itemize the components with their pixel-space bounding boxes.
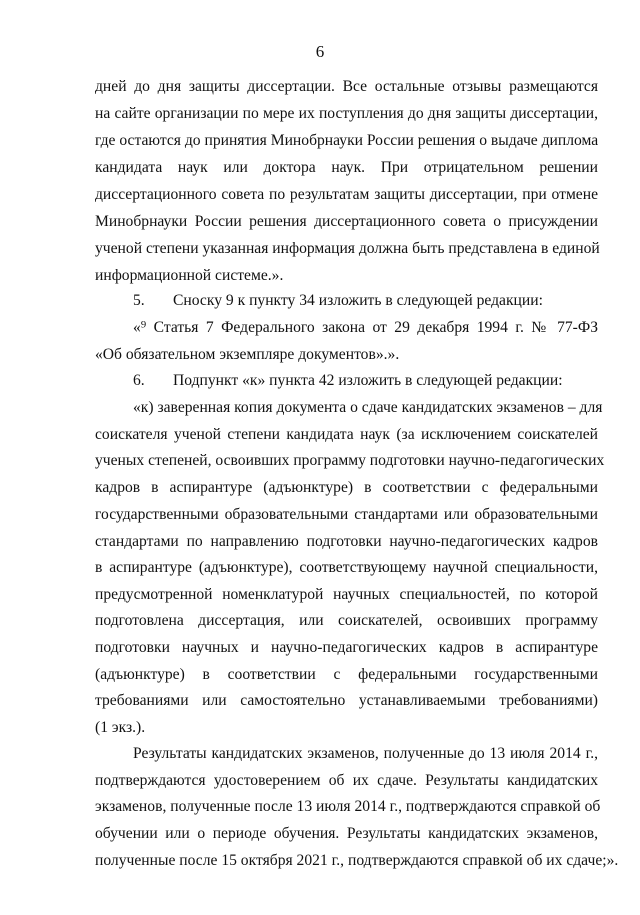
text-line: кандидата наук или доктора наук. При отрицательном решении — [95, 159, 598, 176]
text-line: (адъюнктуре) в соответствии с федеральными государственными — [95, 666, 598, 683]
list-item-number: 6. — [133, 372, 145, 389]
text-line: дней до дня защиты диссертации. Все остальные отзывы размещаются — [95, 78, 598, 95]
text-line: ученых степеней, освоивших программу подготовки научно-педагогических — [95, 452, 605, 469]
text-line: где остаются до принятия Минобрнауки России решения о выдаче диплома — [95, 132, 599, 149]
text-line: Минобрнауки России решения диссертационного совета о присуждении — [95, 213, 598, 230]
text-line: кадров в аспирантуре (адъюнктуре) в соответствии с федеральными — [95, 479, 598, 496]
page-number: 6 — [315, 42, 325, 61]
list-item-text: Подпункт «к» пункта 42 изложить в следующей редакции: — [173, 372, 563, 389]
text-line: подготовки научных и научно-педагогических кадров в аспирантуре — [95, 639, 598, 656]
text-line: в аспирантуре (адъюнктуре), соответствующему научной специальности, — [95, 559, 598, 576]
text-line: «⁹ Статья 7 Федерального закона от 29 декабря 1994 г. № 77-ФЗ — [133, 319, 598, 336]
text-line: соискателя ученой степени кандидата наук (за исключением соискателей — [95, 426, 598, 443]
text-line: государственными образовательными стандартами или образовательными — [95, 506, 598, 523]
text-line: обучении или о периоде обучения. Результаты кандидатских экзаменов, — [95, 825, 598, 842]
text-line: предусмотренной номенклатурой научных специальностей, по которой — [95, 586, 598, 603]
text-line: информационной системе.». — [95, 267, 284, 284]
text-line: «к) заверенная копия документа о сдаче кандидатских экзаменов – для — [133, 399, 603, 416]
text-line: (1 экз.). — [95, 719, 146, 736]
text-line: подготовлена диссертация, или соискателей, освоивших программу — [95, 612, 598, 629]
text-line: «Об обязательном экземпляре документов».». — [95, 346, 400, 363]
text-line: требованиями или самостоятельно устанавливаемыми требованиями) — [95, 692, 598, 709]
text-line: ученой степени указанная информация должна быть представлена в единой — [95, 240, 600, 257]
text-line: Результаты кандидатских экзаменов, полученные до 13 июля 2014 г., — [133, 745, 598, 762]
list-item-text: Сноску 9 к пункту 34 изложить в следующей редакции: — [173, 292, 543, 309]
text-line: стандартами по направлению подготовки научно-педагогических кадров — [95, 533, 598, 550]
text-line: на сайте организации по мере их поступления до дня защиты диссертации, — [95, 105, 598, 122]
text-line: экзаменов, полученные после 13 июля 2014 г., подтверждаются справкой об — [95, 798, 601, 815]
text-line: подтверждаются удостоверением об их сдаче. Результаты кандидатских — [95, 772, 598, 789]
list-item-number: 5. — [133, 292, 145, 309]
text-line: диссертационного совета по результатам защиты диссертации, при отмене — [95, 186, 598, 203]
text-line: полученные после 15 октября 2021 г., подтверждаются справкой об их сдаче;». — [95, 852, 619, 869]
